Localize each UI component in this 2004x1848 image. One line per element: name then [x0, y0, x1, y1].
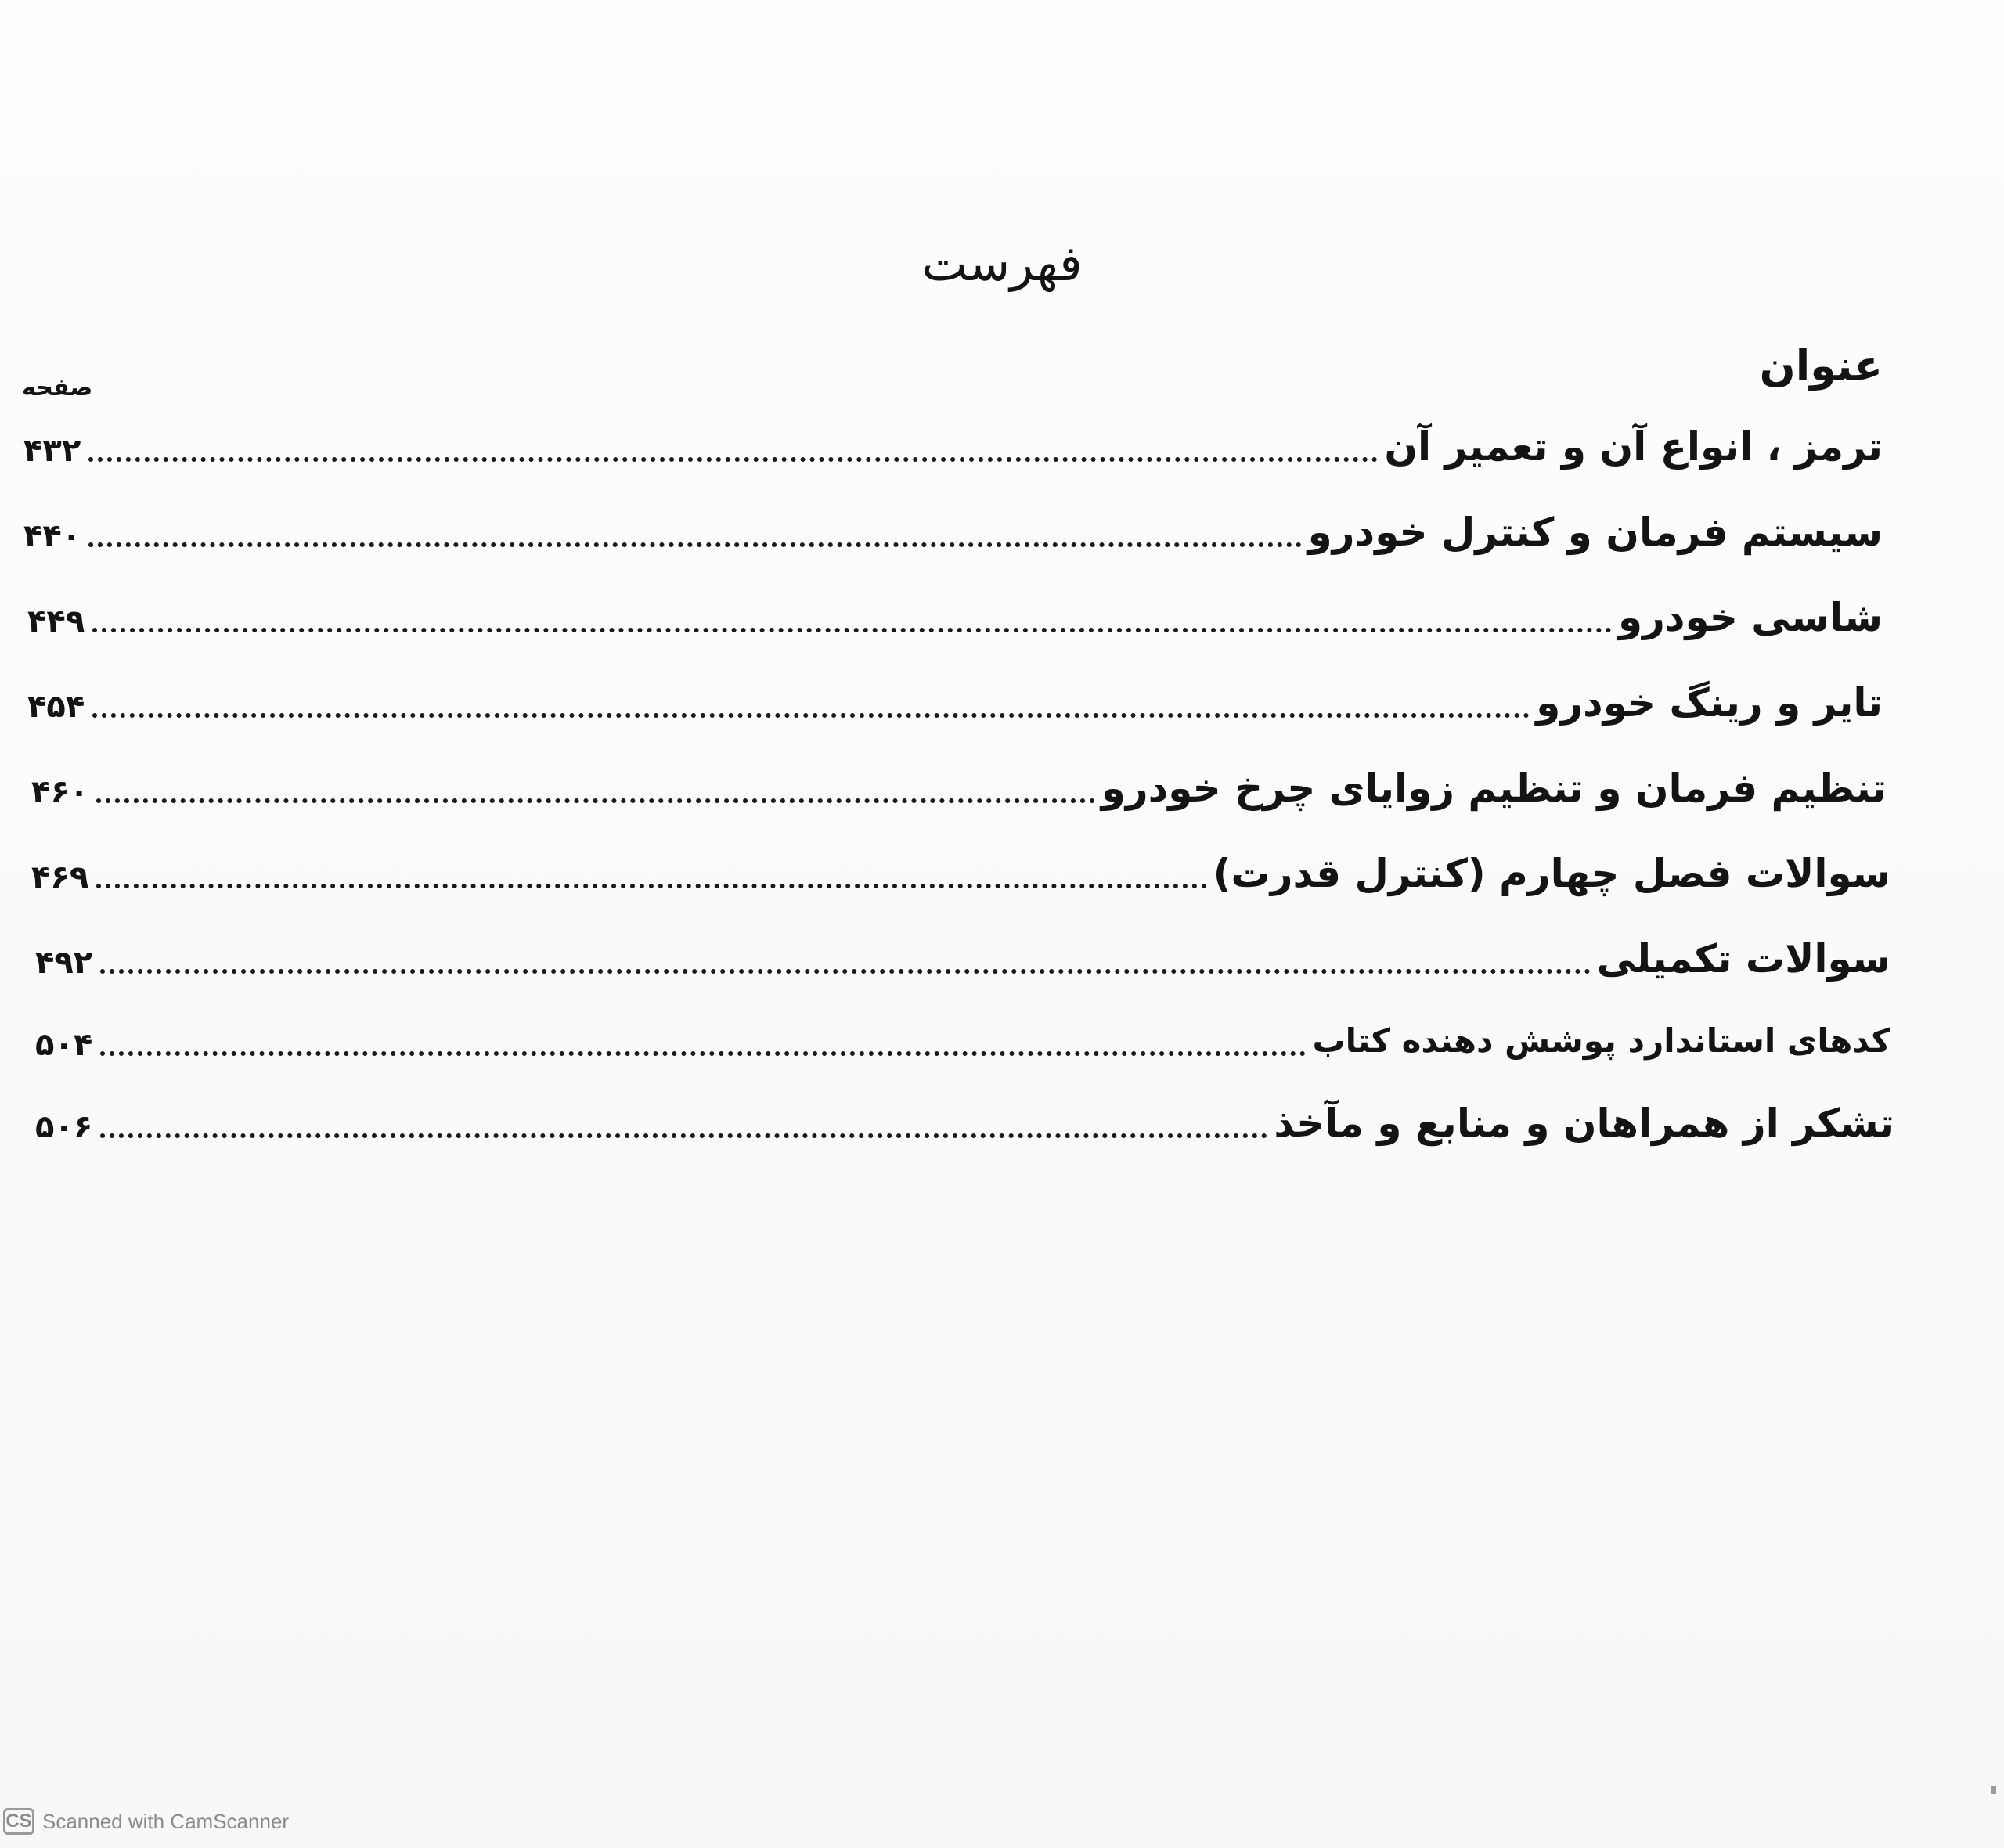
toc-leader-dots: [100, 1133, 1267, 1138]
toc-entry-page: ۴۴۰: [23, 518, 81, 554]
toc-entry-title: شاسی خودرو: [1617, 595, 1883, 640]
toc-leader-dots: [100, 969, 1590, 974]
toc-entry-title: سوالات تکمیلی: [1596, 936, 1890, 982]
toc-entry-page: ۴۵۴: [27, 689, 85, 725]
toc-entry-title: سوالات فصل چهارم (کنترل قدرت): [1213, 851, 1890, 896]
toc-leader-dots: [92, 713, 1530, 718]
column-header-page: صفحه: [22, 374, 93, 402]
toc-leader-dots: [96, 798, 1095, 803]
toc-entry-title: تشکر از همراهان و منابع و مآخذ: [1274, 1101, 1894, 1146]
toc-entry: [35, 1014, 1890, 1068]
toc-entry-title: سیستم فرمان و کنترل خودرو: [1307, 510, 1883, 555]
toc-entry: [35, 1096, 1894, 1151]
toc-entry-page: ۴۶۹: [31, 859, 89, 895]
toc-entry-title: کدهای استاندارد پوشش دهنده کتاب: [1312, 1021, 1890, 1060]
camscanner-logo-icon: CS: [3, 1808, 34, 1835]
toc-entry-page: ۴۴۹: [27, 603, 85, 639]
toc-entry-title: تایر و رینگ خودرو: [1536, 680, 1883, 726]
watermark-text: Scanned with CamScanner: [42, 1809, 290, 1833]
toc-entry-title: ترمز ، انواع آن و تعمیر آن: [1384, 424, 1883, 470]
toc-leader-dots: [100, 1051, 1306, 1056]
toc-entry-page: ۴۶۰: [31, 774, 89, 810]
scan-edge-mark: [1991, 1786, 1996, 1794]
toc-entry-page: ۴۳۲: [23, 433, 81, 469]
camscanner-watermark: [3, 1808, 289, 1835]
toc-leader-dots: [96, 884, 1206, 888]
toc-entry-page: ۵۰۶: [35, 1109, 93, 1145]
column-header-title: عنوان: [1759, 341, 1883, 391]
page-title: فهرست: [921, 235, 1083, 292]
toc-leader-dots: [92, 628, 1612, 632]
toc-entry: [23, 505, 1883, 560]
toc-entry: [35, 931, 1890, 986]
toc-leader-dots: [88, 457, 1378, 462]
toc-entry: [31, 846, 1890, 901]
toc-entry-page: ۵۰۴: [35, 1027, 93, 1063]
toc-entry: [27, 675, 1883, 730]
toc-entry: [27, 590, 1883, 645]
toc-entry: [23, 420, 1883, 474]
toc-entry-page: ۴۹۲: [35, 945, 93, 981]
toc-entry-title: تنظیم فرمان و تنظیم زوایای چرخ خودرو: [1101, 765, 1887, 811]
toc-leader-dots: [88, 542, 1301, 547]
toc-entry: [31, 761, 1887, 816]
